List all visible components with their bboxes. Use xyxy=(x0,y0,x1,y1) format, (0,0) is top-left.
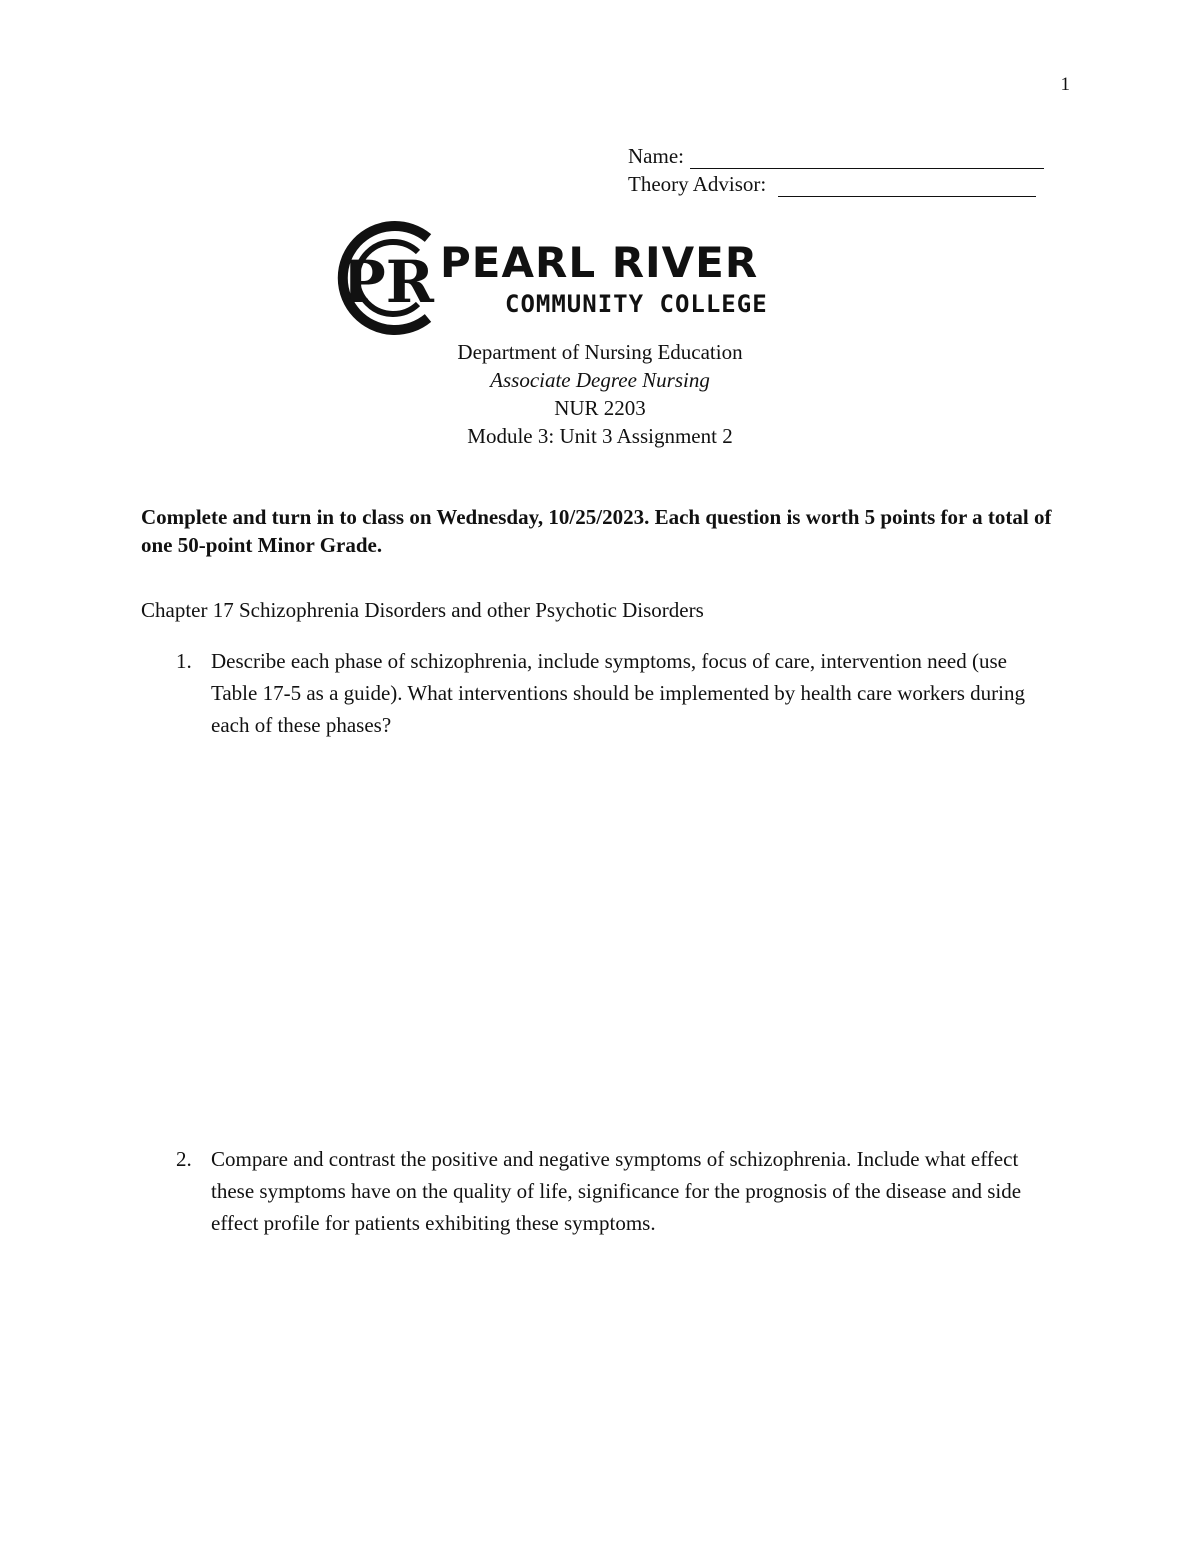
course-code: NUR 2203 xyxy=(554,396,646,420)
department-name: Department of Nursing Education xyxy=(457,340,743,364)
name-field xyxy=(628,144,1044,169)
question-number: 1. xyxy=(176,649,192,673)
question-text: Compare and contrast the positive and negative symptoms of schizophrenia. Include what effect these symptoms have on the quality of life, significance for the prognosis of the disease and side effect profile for patients exhibiting these symptoms. xyxy=(211,1147,1022,1235)
program-name: Associate Degree Nursing xyxy=(490,368,710,392)
logo-subtitle: COMMUNITY COLLEGE xyxy=(505,290,768,318)
question-number: 2. xyxy=(176,1147,192,1171)
page-number: 1 xyxy=(1060,74,1070,95)
logo-monogram: PR xyxy=(342,248,434,316)
logo-title: PEARL RIVER xyxy=(440,238,759,287)
question-1 xyxy=(176,645,1046,741)
module-title: Module 3: Unit 3 Assignment 2 xyxy=(467,424,733,448)
theory-advisor-field xyxy=(628,172,1036,197)
chapter-heading: Chapter 17 Schizophrenia Disorders and other Psychotic Disorders xyxy=(141,598,704,622)
college-logo xyxy=(328,216,848,342)
theory-advisor-blank-line[interactable] xyxy=(778,174,1036,197)
question-2 xyxy=(176,1143,1046,1239)
name-blank-line[interactable] xyxy=(690,146,1044,169)
name-label: Name: xyxy=(628,144,684,168)
document-header xyxy=(0,338,1200,450)
college-monogram-icon xyxy=(328,216,452,340)
question-text: Describe each phase of schizophrenia, include symptoms, focus of care, intervention need (use Table 17-5 as a guide). What interventions should be implemented by health care workers during each of these phases? xyxy=(211,649,1025,737)
theory-advisor-label: Theory Advisor: xyxy=(628,172,767,196)
assignment-instructions: Complete and turn in to class on Wednesday, 10/25/2023. Each question is worth 5 points for a total of one 50-point Minor Grade. xyxy=(141,505,1052,557)
